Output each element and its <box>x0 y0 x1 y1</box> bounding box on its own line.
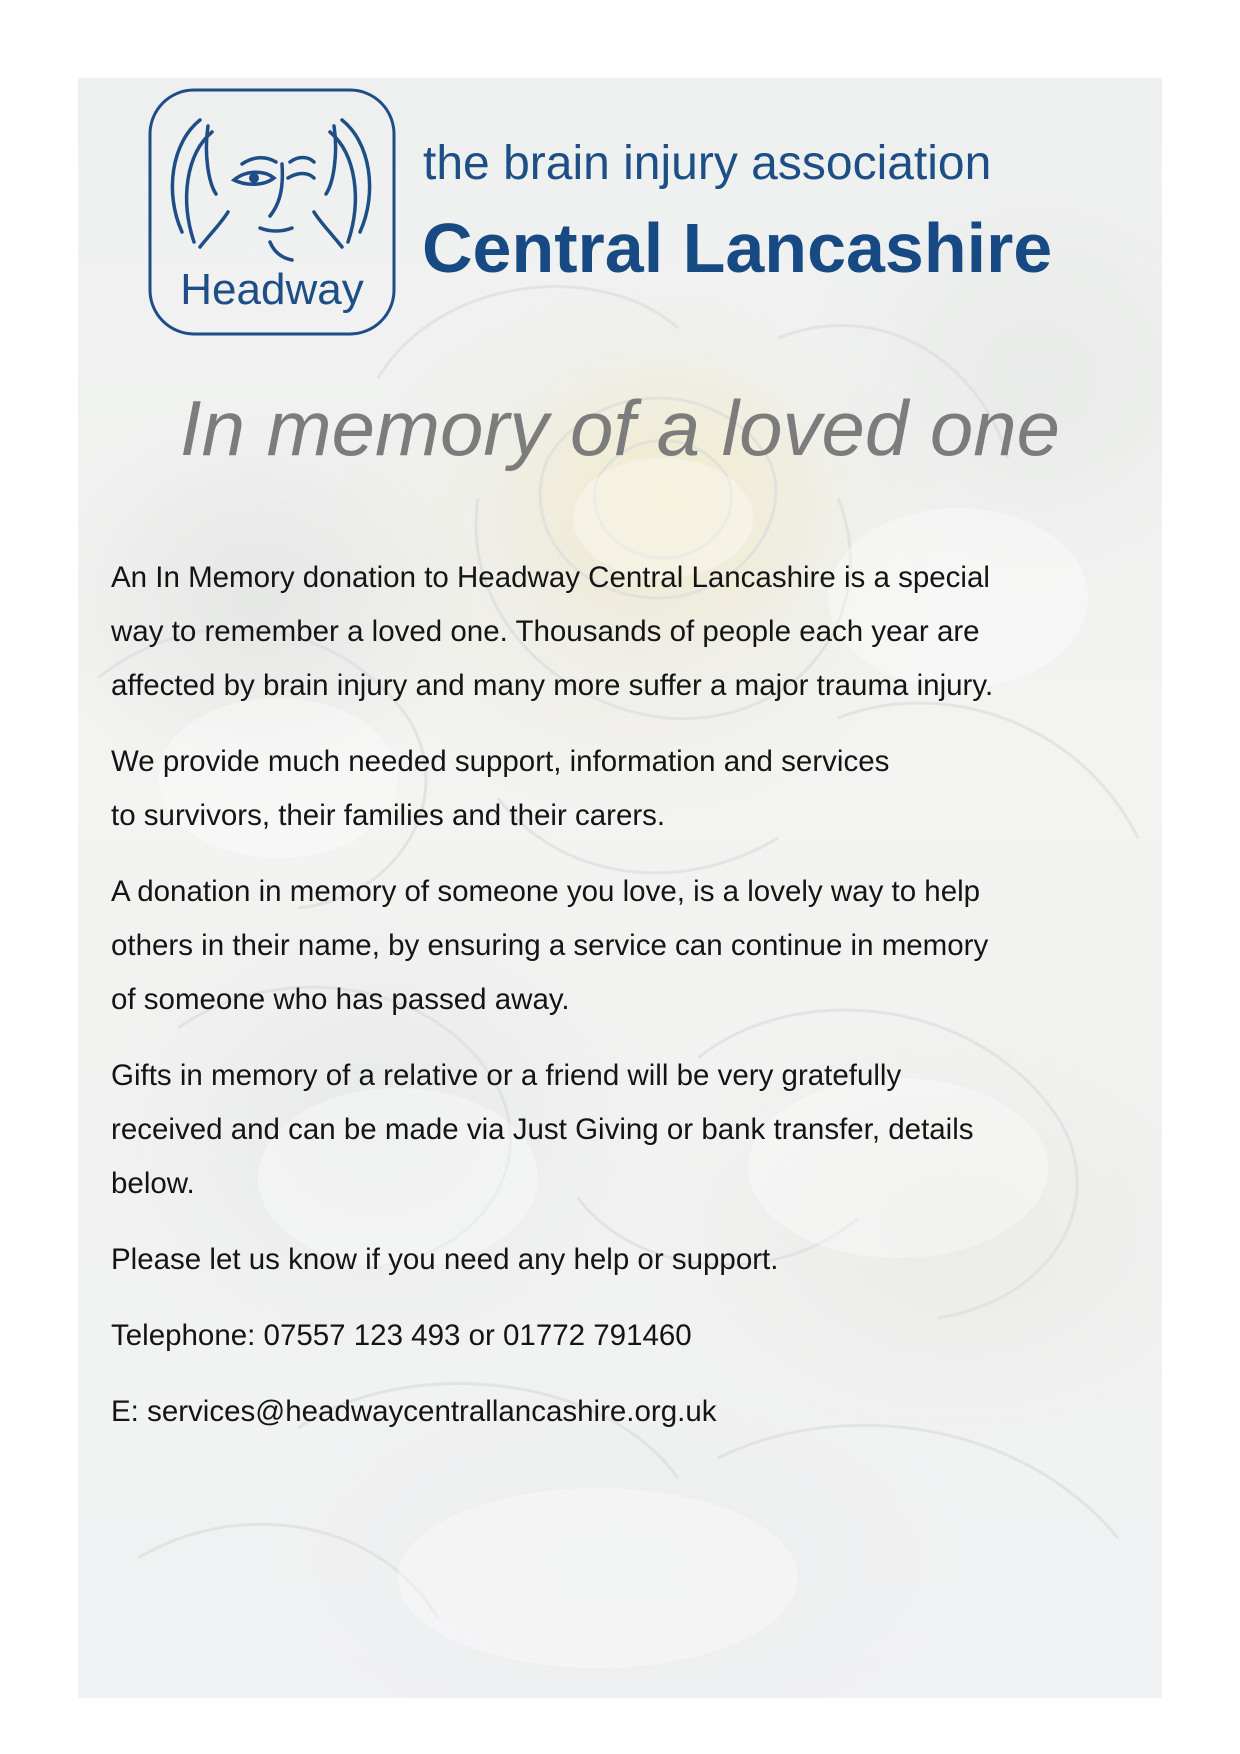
contact-email <box>111 1385 1141 1439</box>
contact-telephone <box>111 1309 1141 1363</box>
paragraph-gifts <box>111 1049 1141 1211</box>
headway-logo <box>142 82 402 342</box>
text-line: of someone who has passed away. <box>111 983 570 1016</box>
text-line: Gifts in memory of a relative or a friend will be very gratefully <box>111 1059 902 1092</box>
paragraph-services <box>111 735 1141 843</box>
telephone-numbers: Telephone: 07557 123 493 or 01772 791460 <box>111 1319 692 1352</box>
paragraph-donation <box>111 865 1141 1027</box>
text-line: An In Memory donation to Headway Central Lancashire is a special <box>111 561 990 594</box>
email-address: E: services@headwaycentrallancashire.org.uk <box>111 1395 717 1428</box>
text-line: below. <box>111 1167 195 1200</box>
tagline: the brain injury association <box>423 137 992 190</box>
text-line: Please let us know if you need any help or support. <box>111 1243 779 1276</box>
paragraph-intro <box>111 551 1141 713</box>
text-line: affected by brain injury and many more suffer a major trauma injury. <box>111 669 994 702</box>
text-line: way to remember a loved one. Thousands of people each year are <box>111 615 980 648</box>
page-headline: In memory of a loved one <box>179 384 1061 472</box>
text-line: We provide much needed support, information and services <box>111 745 890 778</box>
body-copy <box>111 551 1141 1461</box>
text-line: received and can be made via Just Giving or bank transfer, details <box>111 1113 974 1146</box>
text-line: to survivors, their families and their carers. <box>111 799 666 832</box>
organisation-name: Central Lancashire <box>422 209 1053 287</box>
logo-wordmark: Headway <box>180 265 364 314</box>
text-line: A donation in memory of someone you love, is a lovely way to help <box>111 875 981 908</box>
flyer-page <box>78 78 1162 1698</box>
paragraph-support <box>111 1233 1141 1287</box>
text-line: others in their name, by ensuring a service can continue in memory <box>111 929 989 962</box>
